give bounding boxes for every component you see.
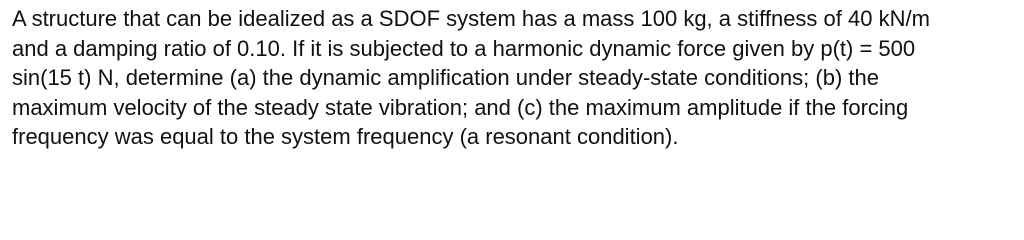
problem-line-1: A structure that can be idealized as a SDOF system has a mass 100 kg, a stiffness of 40 kN/m (12, 6, 930, 31)
problem-line-5: frequency was equal to the system frequency (a resonant condition). (12, 124, 679, 149)
problem-statement (12, 4, 1012, 152)
problem-line-2: and a damping ratio of 0.10. If it is subjected to a harmonic dynamic force given by p(t) = 500 (12, 35, 916, 61)
problem-line-4: maximum velocity of the steady state vibration; and (c) the maximum amplitude if the forcing (12, 94, 909, 120)
problem-line-3: sin(15 t) N, determine (a) the dynamic amplification under steady-state conditions; (b) the (12, 65, 879, 90)
